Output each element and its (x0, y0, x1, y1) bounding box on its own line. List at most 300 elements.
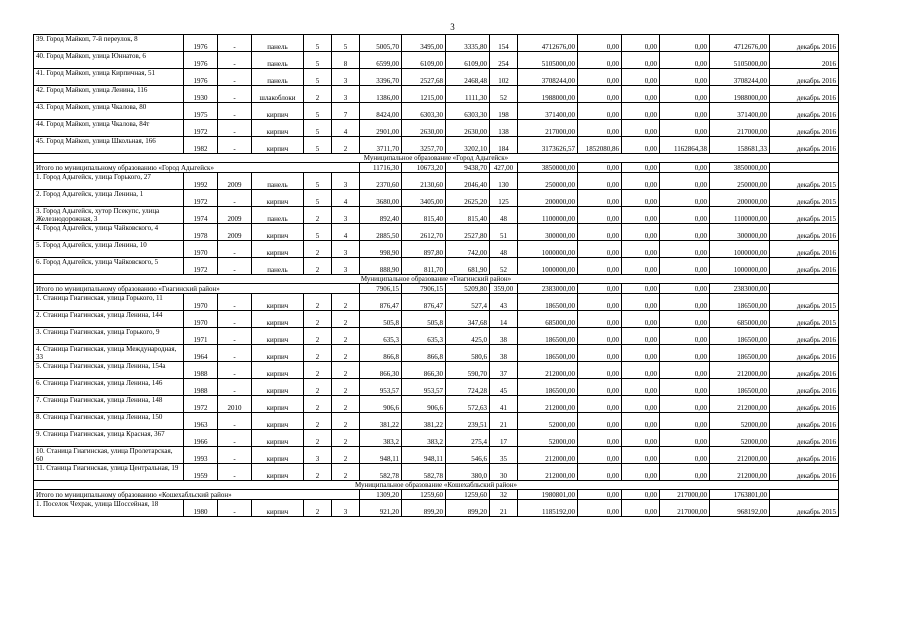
wall-material-cell: кирпич (252, 120, 304, 137)
deadline-cell: декабрь 2016 (770, 69, 839, 86)
area-living-cell: 582,78 (402, 464, 446, 481)
year-renovation-cell: - (218, 52, 252, 69)
cost-total-cell: 4712676,00 (518, 35, 578, 52)
area-residential-cell: 2046,40 (446, 173, 490, 190)
residents-cell: 43 (490, 294, 518, 311)
wall-material-cell: кирпич (252, 328, 304, 345)
owners-funds-cell: 1988000,00 (710, 86, 770, 103)
cost-total-cell: 371400,00 (518, 103, 578, 120)
house-row (34, 69, 839, 86)
house-row (34, 379, 839, 396)
area-residential-cell: 1111,30 (446, 86, 490, 103)
house-row (34, 362, 839, 379)
deadline-cell: декабрь 2015 (770, 190, 839, 207)
local-budget-cell: 0,00 (660, 464, 710, 481)
address-cell: 43. Город Майкоп, улица Чкалова, 80 (34, 103, 184, 120)
deadline-cell: декабрь 2016 (770, 447, 839, 464)
owners-funds-cell: 212000,00 (710, 362, 770, 379)
area-total-cell: 6599,00 (360, 52, 402, 69)
fund-cell: 0,00 (578, 294, 622, 311)
floors-cell: 2 (304, 500, 332, 517)
entrances-cell: 2 (332, 328, 360, 345)
year-renovation-cell: - (218, 258, 252, 275)
area-residential-cell: 527,4 (446, 294, 490, 311)
deadline-cell: декабрь 2016 (770, 464, 839, 481)
fund-cell: 0,00 (578, 396, 622, 413)
fund-cell: 0,00 (578, 284, 622, 294)
municipality-header-row (34, 275, 839, 284)
area-total-cell: 383,2 (360, 430, 402, 447)
year-renovation-cell: - (218, 500, 252, 517)
housing-register-table (33, 34, 839, 517)
floors-cell: 2 (304, 258, 332, 275)
residents-cell: 48 (490, 207, 518, 224)
deadline-cell: декабрь 2015 (770, 173, 839, 190)
area-residential-cell: 2625,20 (446, 190, 490, 207)
cost-total-cell: 186500,00 (518, 345, 578, 362)
entrances-cell: 2 (332, 311, 360, 328)
house-row (34, 311, 839, 328)
year-built-cell: 1976 (184, 69, 218, 86)
cost-total-cell: 212000,00 (518, 396, 578, 413)
house-row (34, 224, 839, 241)
area-residential-cell: 681,90 (446, 258, 490, 275)
area-residential-cell: 2630,00 (446, 120, 490, 137)
area-residential-cell: 590,70 (446, 362, 490, 379)
owners-funds-cell: 212000,00 (710, 447, 770, 464)
fund-cell: 0,00 (578, 224, 622, 241)
entrances-cell: 2 (332, 430, 360, 447)
entrances-cell: 7 (332, 103, 360, 120)
fund-cell: 0,00 (578, 163, 622, 173)
area-total-cell: 2901,00 (360, 120, 402, 137)
house-row (34, 241, 839, 258)
deadline-cell: декабрь 2016 (770, 362, 839, 379)
floors-cell: 2 (304, 241, 332, 258)
wall-material-cell: кирпич (252, 379, 304, 396)
local-budget-cell: 0,00 (660, 163, 710, 173)
year-built-cell: 1974 (184, 207, 218, 224)
house-row (34, 447, 839, 464)
residents-cell: 37 (490, 362, 518, 379)
owners-funds-cell: 968192,00 (710, 500, 770, 517)
regional-budget-cell: 0,00 (622, 500, 660, 517)
owners-funds-cell: 300000,00 (710, 224, 770, 241)
residents-cell: 21 (490, 500, 518, 517)
entrances-cell: 3 (332, 241, 360, 258)
regional-budget-cell: 0,00 (622, 294, 660, 311)
address-cell: 11. Станица Гиагинская, улица Центральная, 19 (34, 464, 184, 481)
area-residential-cell: 425,0 (446, 328, 490, 345)
address-cell: 6. Станица Гиагинская, улица Ленина, 146 (34, 379, 184, 396)
floors-cell: 2 (304, 328, 332, 345)
residents-cell: 45 (490, 379, 518, 396)
address-cell: 7. Станица Гиагинская, улица Ленина, 148 (34, 396, 184, 413)
residents-cell: 427,00 (490, 163, 518, 173)
year-renovation-cell: - (218, 241, 252, 258)
area-total-cell: 1309,20 (360, 490, 402, 500)
year-built-cell: 1972 (184, 190, 218, 207)
cost-total-cell: 186500,00 (518, 328, 578, 345)
owners-funds-cell: 52000,00 (710, 413, 770, 430)
wall-material-cell: кирпич (252, 447, 304, 464)
total-label: Итого по муниципальному образованию «Город Адыгейск» (34, 163, 360, 173)
floors-cell: 2 (304, 311, 332, 328)
cost-total-cell: 1000000,00 (518, 241, 578, 258)
house-row (34, 103, 839, 120)
owners-funds-cell: 186500,00 (710, 294, 770, 311)
area-residential-cell: 9438,70 (446, 163, 490, 173)
fund-cell: 0,00 (578, 413, 622, 430)
floors-cell: 2 (304, 86, 332, 103)
year-renovation-cell: - (218, 137, 252, 154)
year-built-cell: 1992 (184, 173, 218, 190)
wall-material-cell: кирпич (252, 190, 304, 207)
area-total-cell: 635,3 (360, 328, 402, 345)
house-row (34, 258, 839, 275)
regional-budget-cell: 0,00 (622, 52, 660, 69)
regional-budget-cell: 0,00 (622, 328, 660, 345)
deadline-cell: декабрь 2016 (770, 137, 839, 154)
year-built-cell: 1993 (184, 447, 218, 464)
local-budget-cell: 0,00 (660, 284, 710, 294)
wall-material-cell: кирпич (252, 137, 304, 154)
area-total-cell: 2370,60 (360, 173, 402, 190)
local-budget-cell: 0,00 (660, 86, 710, 103)
address-cell: 44. Город Майкоп, улица Чкалова, 84т (34, 120, 184, 137)
area-living-cell: 1259,60 (402, 490, 446, 500)
area-residential-cell: 546,6 (446, 447, 490, 464)
area-total-cell: 7906,15 (360, 284, 402, 294)
area-total-cell: 921,20 (360, 500, 402, 517)
local-budget-cell: 0,00 (660, 294, 710, 311)
deadline-cell: декабрь 2016 (770, 345, 839, 362)
residents-cell: 198 (490, 103, 518, 120)
year-built-cell: 1966 (184, 430, 218, 447)
cost-total-cell: 3708244,00 (518, 69, 578, 86)
deadline-cell: декабрь 2015 (770, 500, 839, 517)
residents-cell: 138 (490, 120, 518, 137)
entrances-cell: 3 (332, 258, 360, 275)
wall-material-cell: панель (252, 207, 304, 224)
local-budget-cell: 1162864,38 (660, 137, 710, 154)
cost-total-cell: 1988000,00 (518, 86, 578, 103)
area-residential-cell: 2468,48 (446, 69, 490, 86)
residents-cell: 102 (490, 69, 518, 86)
address-cell: 5. Город Адыгейск, улица Ленина, 10 (34, 241, 184, 258)
house-row (34, 52, 839, 69)
cost-total-cell: 1980801,00 (518, 490, 578, 500)
residents-cell: 17 (490, 430, 518, 447)
area-residential-cell: 815,40 (446, 207, 490, 224)
fund-cell: 1852080,86 (578, 137, 622, 154)
year-renovation-cell: - (218, 430, 252, 447)
area-total-cell: 866,8 (360, 345, 402, 362)
address-cell: 10. Станица Гиагинская, улица Пролетарская, 60 (34, 447, 184, 464)
year-built-cell: 1980 (184, 500, 218, 517)
address-cell: 1. Станица Гиагинская, улица Горького, 11 (34, 294, 184, 311)
local-budget-cell: 0,00 (660, 413, 710, 430)
area-total-cell: 3680,00 (360, 190, 402, 207)
area-living-cell: 899,20 (402, 500, 446, 517)
cost-total-cell: 217000,00 (518, 120, 578, 137)
owners-funds-cell: 1100000,00 (710, 207, 770, 224)
fund-cell: 0,00 (578, 500, 622, 517)
address-cell: 3. Город Адыгейск, хутор Псекупс, улица Железнодорожная, 3 (34, 207, 184, 224)
wall-material-cell: панель (252, 52, 304, 69)
cost-total-cell: 2383000,00 (518, 284, 578, 294)
year-renovation-cell: 2009 (218, 207, 252, 224)
area-living-cell: 866,8 (402, 345, 446, 362)
year-built-cell: 1975 (184, 103, 218, 120)
entrances-cell: 3 (332, 207, 360, 224)
cost-total-cell: 52000,00 (518, 430, 578, 447)
area-total-cell: 3396,70 (360, 69, 402, 86)
owners-funds-cell: 158681,33 (710, 137, 770, 154)
fund-cell: 0,00 (578, 52, 622, 69)
cost-total-cell: 1100000,00 (518, 207, 578, 224)
entrances-cell: 5 (332, 35, 360, 52)
owners-funds-cell: 3708244,00 (710, 69, 770, 86)
fund-cell: 0,00 (578, 447, 622, 464)
address-cell: 2. Город Адыгейск, улица Ленина, 1 (34, 190, 184, 207)
floors-cell: 5 (304, 120, 332, 137)
residents-cell: 52 (490, 258, 518, 275)
residents-cell: 52 (490, 86, 518, 103)
house-row (34, 137, 839, 154)
deadline-cell: декабрь 2016 (770, 224, 839, 241)
owners-funds-cell: 200000,00 (710, 190, 770, 207)
year-built-cell: 1970 (184, 294, 218, 311)
wall-material-cell: кирпич (252, 345, 304, 362)
deadline-cell: декабрь 2016 (770, 258, 839, 275)
fund-cell: 0,00 (578, 207, 622, 224)
area-residential-cell: 580,6 (446, 345, 490, 362)
floors-cell: 5 (304, 224, 332, 241)
local-budget-cell: 217000,00 (660, 500, 710, 517)
year-renovation-cell: - (218, 379, 252, 396)
regional-budget-cell: 0,00 (622, 447, 660, 464)
floors-cell: 5 (304, 52, 332, 69)
year-renovation-cell: - (218, 190, 252, 207)
area-total-cell: 866,30 (360, 362, 402, 379)
local-budget-cell: 0,00 (660, 224, 710, 241)
year-renovation-cell: 2010 (218, 396, 252, 413)
deadline-cell: декабрь 2016 (770, 413, 839, 430)
cost-total-cell: 250000,00 (518, 173, 578, 190)
area-living-cell: 381,22 (402, 413, 446, 430)
year-built-cell: 1988 (184, 379, 218, 396)
year-built-cell: 1972 (184, 120, 218, 137)
year-built-cell: 1959 (184, 464, 218, 481)
municipality-total-row (34, 284, 839, 294)
area-total-cell: 888,90 (360, 258, 402, 275)
area-living-cell: 897,80 (402, 241, 446, 258)
entrances-cell: 3 (332, 69, 360, 86)
wall-material-cell: кирпич (252, 103, 304, 120)
fund-cell: 0,00 (578, 328, 622, 345)
area-residential-cell: 742,00 (446, 241, 490, 258)
wall-material-cell: кирпич (252, 294, 304, 311)
cost-total-cell: 3173626,57 (518, 137, 578, 154)
area-residential-cell: 239,51 (446, 413, 490, 430)
area-living-cell: 383,2 (402, 430, 446, 447)
house-row (34, 173, 839, 190)
house-row (34, 86, 839, 103)
fund-cell: 0,00 (578, 345, 622, 362)
fund-cell: 0,00 (578, 69, 622, 86)
area-living-cell: 7906,15 (402, 284, 446, 294)
owners-funds-cell: 186500,00 (710, 379, 770, 396)
deadline-cell: декабрь 2016 (770, 86, 839, 103)
entrances-cell: 2 (332, 379, 360, 396)
year-renovation-cell: - (218, 328, 252, 345)
local-budget-cell: 0,00 (660, 103, 710, 120)
area-total-cell: 582,78 (360, 464, 402, 481)
regional-budget-cell: 0,00 (622, 490, 660, 500)
area-total-cell: 5005,70 (360, 35, 402, 52)
entrances-cell: 4 (332, 120, 360, 137)
fund-cell: 0,00 (578, 173, 622, 190)
entrances-cell: 2 (332, 396, 360, 413)
area-total-cell: 1386,00 (360, 86, 402, 103)
residents-cell: 51 (490, 224, 518, 241)
floors-cell: 2 (304, 207, 332, 224)
owners-funds-cell: 2383000,00 (710, 284, 770, 294)
owners-funds-cell: 217000,00 (710, 120, 770, 137)
cost-total-cell: 200000,00 (518, 190, 578, 207)
fund-cell: 0,00 (578, 362, 622, 379)
regional-budget-cell: 0,00 (622, 207, 660, 224)
year-built-cell: 1970 (184, 311, 218, 328)
house-row (34, 413, 839, 430)
area-living-cell: 3405,00 (402, 190, 446, 207)
area-total-cell: 906,6 (360, 396, 402, 413)
area-total-cell: 2885,50 (360, 224, 402, 241)
area-living-cell: 2630,00 (402, 120, 446, 137)
residents-cell: 21 (490, 413, 518, 430)
fund-cell: 0,00 (578, 86, 622, 103)
regional-budget-cell: 0,00 (622, 241, 660, 258)
area-residential-cell: 3202,10 (446, 137, 490, 154)
fund-cell: 0,00 (578, 490, 622, 500)
address-cell: 3. Станица Гиагинская, улица Горького, 9 (34, 328, 184, 345)
residents-cell: 41 (490, 396, 518, 413)
floors-cell: 2 (304, 362, 332, 379)
deadline-cell: декабрь 2016 (770, 120, 839, 137)
area-total-cell: 381,22 (360, 413, 402, 430)
address-cell: 9. Станица Гиагинская, улица Красная, 367 (34, 430, 184, 447)
area-living-cell: 2612,70 (402, 224, 446, 241)
house-row (34, 207, 839, 224)
regional-budget-cell: 0,00 (622, 430, 660, 447)
municipality-total-row (34, 490, 839, 500)
wall-material-cell: панель (252, 69, 304, 86)
owners-funds-cell: 1000000,00 (710, 241, 770, 258)
owners-funds-cell: 685000,00 (710, 311, 770, 328)
local-budget-cell: 0,00 (660, 447, 710, 464)
deadline-cell: декабрь 2016 (770, 328, 839, 345)
wall-material-cell: кирпич (252, 311, 304, 328)
area-residential-cell: 899,20 (446, 500, 490, 517)
deadline-cell: декабрь 2015 (770, 294, 839, 311)
cost-total-cell: 685000,00 (518, 311, 578, 328)
house-row (34, 430, 839, 447)
cost-total-cell: 52000,00 (518, 413, 578, 430)
cost-total-cell: 212000,00 (518, 362, 578, 379)
fund-cell: 0,00 (578, 379, 622, 396)
area-residential-cell: 6109,00 (446, 52, 490, 69)
local-budget-cell: 0,00 (660, 52, 710, 69)
floors-cell: 5 (304, 69, 332, 86)
address-cell: 39. Город Майкоп, 7-й переулок, 8 (34, 35, 184, 52)
regional-budget-cell: 0,00 (622, 345, 660, 362)
year-renovation-cell: - (218, 35, 252, 52)
owners-funds-cell: 5105000,00 (710, 52, 770, 69)
local-budget-cell: 0,00 (660, 328, 710, 345)
fund-cell: 0,00 (578, 430, 622, 447)
fund-cell: 0,00 (578, 120, 622, 137)
regional-budget-cell: 0,00 (622, 69, 660, 86)
municipality-name: Муниципальное образование «Город Адыгейск» (34, 154, 839, 163)
residents-cell: 130 (490, 173, 518, 190)
regional-budget-cell: 0,00 (622, 284, 660, 294)
local-budget-cell: 217000,00 (660, 490, 710, 500)
total-label: Итого по муниципальному образованию «Гиагинский район» (34, 284, 360, 294)
owners-funds-cell: 212000,00 (710, 396, 770, 413)
wall-material-cell: панель (252, 173, 304, 190)
area-living-cell: 811,70 (402, 258, 446, 275)
area-total-cell: 892,40 (360, 207, 402, 224)
local-budget-cell: 0,00 (660, 430, 710, 447)
deadline-cell: декабрь 2016 (770, 103, 839, 120)
entrances-cell: 2 (332, 447, 360, 464)
residents-cell: 254 (490, 52, 518, 69)
local-budget-cell: 0,00 (660, 345, 710, 362)
owners-funds-cell: 1763801,00 (710, 490, 770, 500)
local-budget-cell: 0,00 (660, 69, 710, 86)
area-total-cell: 998,90 (360, 241, 402, 258)
area-total-cell: 8424,00 (360, 103, 402, 120)
page-number: 3 (450, 22, 455, 32)
wall-material-cell: шлакоблоки (252, 86, 304, 103)
year-built-cell: 1964 (184, 345, 218, 362)
address-cell: 4. Город Адыгейск, улица Чайковского, 4 (34, 224, 184, 241)
deadline-cell: декабрь 2015 (770, 311, 839, 328)
entrances-cell: 2 (332, 413, 360, 430)
wall-material-cell: кирпич (252, 241, 304, 258)
area-living-cell: 2527,68 (402, 69, 446, 86)
floors-cell: 2 (304, 345, 332, 362)
entrances-cell: 3 (332, 173, 360, 190)
entrances-cell: 3 (332, 500, 360, 517)
area-total-cell: 948,11 (360, 447, 402, 464)
cost-total-cell: 212000,00 (518, 447, 578, 464)
deadline-cell: декабрь 2016 (770, 241, 839, 258)
municipality-name: Муниципальное образование «Кошехабльский район» (34, 481, 839, 490)
local-budget-cell: 0,00 (660, 311, 710, 328)
area-residential-cell: 6303,30 (446, 103, 490, 120)
year-renovation-cell: - (218, 103, 252, 120)
municipality-header-row (34, 154, 839, 163)
area-living-cell: 906,6 (402, 396, 446, 413)
cost-total-cell: 5105000,00 (518, 52, 578, 69)
residents-cell: 359,00 (490, 284, 518, 294)
regional-budget-cell: 0,00 (622, 137, 660, 154)
local-budget-cell: 0,00 (660, 190, 710, 207)
regional-budget-cell: 0,00 (622, 311, 660, 328)
wall-material-cell: кирпич (252, 224, 304, 241)
